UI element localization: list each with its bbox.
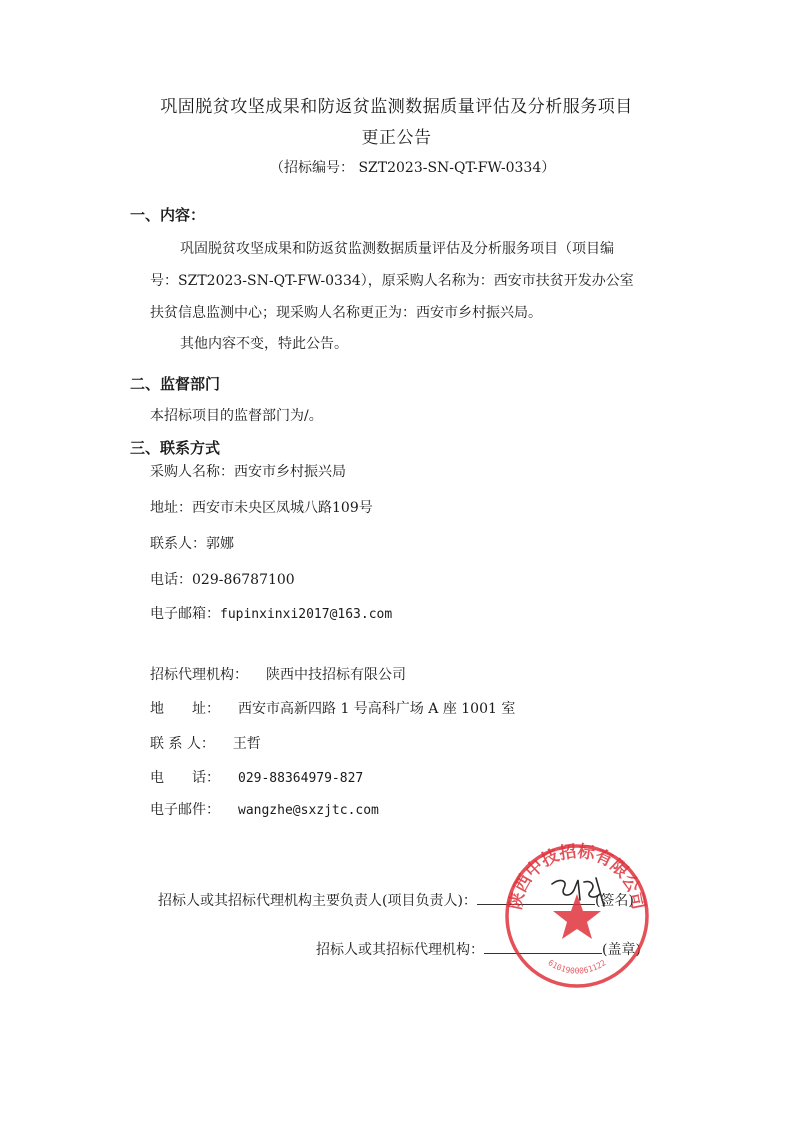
section2-text: 本招标项目的监督部门为/。	[150, 408, 323, 424]
signature-suffix-1: (签名)	[594, 893, 634, 909]
section1-paragraph-line2: 号：SZT2023-SN-QT-FW-0334），原采购人名称为：西安市扶贫开发办公室	[150, 273, 634, 289]
buyer-phone: 电话：029-86787100	[150, 572, 295, 588]
buyer-email-row	[150, 603, 392, 623]
tender-number: （招标编号： SZT2023-SN-QT-FW-0334）	[270, 160, 556, 176]
agent-label: 招标代理机构：	[150, 667, 248, 683]
seal-number: 6101900061122	[546, 958, 608, 976]
agent-phone: 029-88364979-827	[238, 771, 364, 786]
agent-email-row	[150, 799, 379, 819]
signature-suffix-2: (盖章)	[602, 942, 641, 958]
document-subtitle: 更正公告	[361, 128, 432, 148]
agent-email: wangzhe@sxzjtc.com	[238, 803, 379, 818]
agent-phone-row	[150, 767, 363, 787]
section1-heading: 一、内容：	[130, 206, 206, 224]
signature-label-1: 招标人或其招标代理机构主要负责人(项目负责人)：	[158, 893, 477, 909]
agent-address: 西安市高新四路 1 号高科广场 A 座 1001 室	[238, 701, 516, 717]
buyer-email-label: 电子邮箱：	[150, 606, 220, 622]
seal-text: 陕西中技招标有限公司	[505, 842, 649, 912]
section1-paragraph-line1: 巩固脱贫攻坚成果和防返贫监测数据质量评估及分析服务项目（项目编	[180, 241, 614, 257]
section2-heading: 二、监督部门	[130, 375, 221, 393]
section1-closing: 其他内容不变，特此公告。	[180, 336, 348, 352]
document-title: 巩固脱贫攻坚成果和防返贫监测数据质量评估及分析服务项目	[160, 97, 633, 117]
agent-contact: 王哲	[232, 736, 261, 752]
svg-text:6101900061122	[546, 958, 607, 975]
agent-phone-label: 电 话：	[150, 770, 220, 786]
agent-name: 陕西中技招标有限公司	[266, 667, 406, 683]
signature-label-2: 招标人或其招标代理机构：	[316, 942, 484, 958]
section1-paragraph-line3: 扶贫信息监测中心；现采购人名称更正为：西安市乡村振兴局。	[150, 305, 542, 321]
handwritten-signature-icon	[548, 870, 608, 910]
section3-heading: 三、联系方式	[130, 439, 221, 457]
buyer-name: 采购人名称：西安市乡村振兴局	[150, 464, 346, 480]
official-seal-icon	[503, 842, 651, 990]
buyer-contact: 联系人：郭娜	[150, 536, 234, 552]
buyer-email: fupinxinxi2017@163.com	[220, 607, 393, 622]
buyer-address: 地址：西安市未央区凤城八路109号	[150, 500, 373, 516]
agent-row	[150, 664, 406, 684]
agent-email-label: 电子邮件：	[150, 802, 220, 818]
agent-address-label: 地 址：	[150, 701, 220, 717]
agent-contact-label: 联 系 人：	[150, 736, 215, 752]
agent-contact-row	[150, 733, 261, 753]
agent-address-row	[150, 698, 515, 718]
